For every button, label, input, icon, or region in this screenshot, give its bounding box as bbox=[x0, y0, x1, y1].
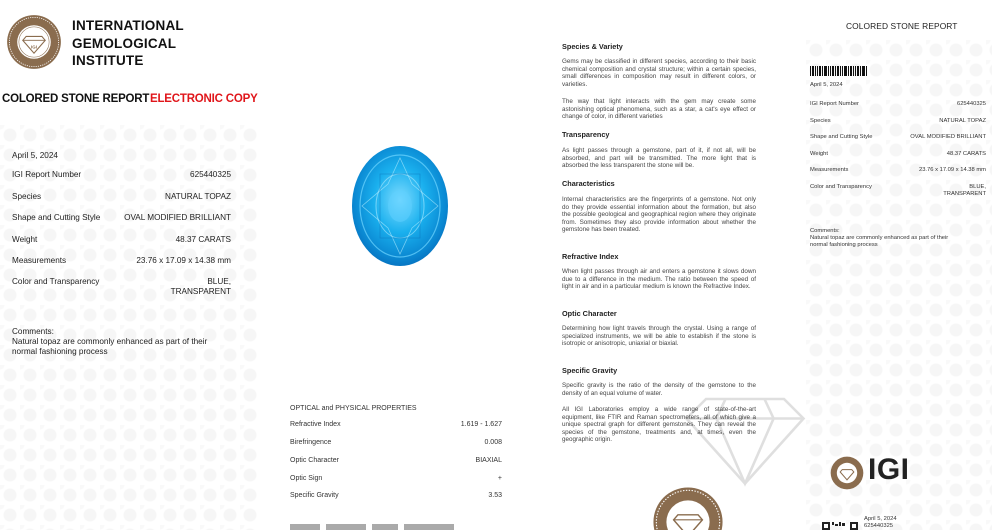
field-label: Measurements bbox=[12, 256, 67, 265]
card-value-2: TRANSPARENT bbox=[943, 191, 986, 197]
field-label: Shape and Cutting Style bbox=[12, 213, 101, 222]
barcode-icon bbox=[810, 66, 868, 76]
comments-line-1: Natural topaz are commonly enhanced as part of their bbox=[12, 337, 208, 346]
electronic-copy-label: ELECTRONIC COPY bbox=[150, 93, 258, 105]
field-label: Weight bbox=[12, 235, 38, 244]
characteristics-paragraph: Internal characteristics are the fingerprints of a gemstone. Not only do they provide essential information about the formation, but also the possible geological and geographical region where they originate from. Sometimes they also provide information about whether the gemstone has been treated. bbox=[562, 196, 756, 234]
seal-logo-word: IGI bbox=[31, 44, 37, 50]
specific-gravity-paragraph-2: All IGI Laboratories employ a wide range of state-of-the-art equipment, like FTIR and Raman spectrometers, all of which give a unique spectral graph for different gemstones. They can reveal the species of the gemstone, treatments and, at times, even the geographic origin. bbox=[562, 406, 756, 444]
optic-character-paragraph: Determining how light travels through the crystal. Using a range of specialized instruments, we will be able to establish if the stone is isotropic or anisotropic, uniaxial or biaxial. bbox=[562, 325, 756, 348]
card-bottom-number: 625440325 bbox=[864, 523, 894, 529]
transparency-paragraph: As light passes through a gemstone, part of it, if not all, will be absorbed, and part will be transmitted. The more light that is absorbed the less transparent the stone will be. bbox=[562, 147, 756, 170]
card-label: Color and Transparency bbox=[810, 184, 872, 190]
optical-label: Birefringence bbox=[290, 439, 332, 446]
igi-logo-word: IGI bbox=[868, 453, 910, 486]
transparency-title: Transparency bbox=[562, 130, 610, 139]
institute-line-1: INTERNATIONAL bbox=[72, 18, 184, 33]
card-date: April 5, 2024 bbox=[810, 82, 843, 88]
field-value: 48.37 CARATS bbox=[175, 235, 231, 244]
species-title: Species & Variety bbox=[562, 42, 623, 51]
igi-seal-bottom-icon bbox=[652, 486, 724, 530]
card-value: 625440325 bbox=[956, 101, 986, 107]
card-value: BLUE, bbox=[969, 184, 986, 190]
optical-label: Refractive Index bbox=[290, 421, 341, 428]
optical-label: Optic Character bbox=[290, 457, 340, 464]
report-title: COLORED STONE REPORT bbox=[2, 93, 150, 105]
card-value: OVAL MODIFIED BRILLIANT bbox=[910, 134, 986, 140]
optical-value: BIAXIAL bbox=[475, 457, 502, 464]
qr-code-icon bbox=[822, 522, 858, 530]
optical-value: 0.008 bbox=[484, 439, 502, 446]
field-value-2: TRANSPARENT bbox=[170, 287, 231, 296]
card-label: IGI Report Number bbox=[810, 101, 859, 107]
field-value: NATURAL TOPAZ bbox=[165, 192, 231, 201]
card-value: NATURAL TOPAZ bbox=[939, 118, 986, 124]
comments-label: Comments: bbox=[12, 327, 54, 336]
field-value: OVAL MODIFIED BRILLIANT bbox=[124, 213, 231, 222]
field-label: IGI Report Number bbox=[12, 170, 82, 179]
card-comments bbox=[810, 228, 980, 249]
field-value: 625440325 bbox=[190, 170, 231, 179]
igi-seal-icon bbox=[6, 14, 62, 70]
optical-value: 1.619 - 1.627 bbox=[460, 421, 502, 428]
card-label: Measurements bbox=[810, 167, 849, 173]
comments-line-2: normal fashioning process bbox=[12, 347, 108, 356]
species-paragraph-2: The way that light interacts with the gem may create some astonishing optical phenomena, such as a star, a cat's eye effect or change of color, in different varieties bbox=[562, 98, 756, 121]
optical-value: 3.53 bbox=[488, 492, 502, 499]
institute-line-3: INSTITUTE bbox=[72, 53, 144, 68]
optical-label: Specific Gravity bbox=[290, 492, 339, 499]
card-label: Weight bbox=[810, 151, 828, 157]
specific-gravity-title: Specific Gravity bbox=[562, 366, 618, 375]
field-value: BLUE, bbox=[207, 277, 231, 286]
field-value: 23.76 x 17.09 x 14.38 mm bbox=[136, 256, 231, 265]
card-bottom-date: April 5, 2024 bbox=[864, 516, 897, 522]
species-paragraph-1: Gems may be classified in different species, according to their basic chemical composition and crystal structure; within a certain species, small differences in composition may result in different colors, or varieties. bbox=[562, 58, 756, 88]
igi-seal-small-icon bbox=[830, 456, 864, 490]
card-label: Shape and Cutting Style bbox=[810, 134, 873, 140]
card-value: 23.76 x 17.09 x 14.38 mm bbox=[918, 167, 986, 173]
optical-label: Optic Sign bbox=[290, 475, 323, 482]
report-date: April 5, 2024 bbox=[12, 151, 58, 160]
card-title: COLORED STONE REPORT bbox=[846, 21, 958, 31]
card-comments-line-2: normal fashioning process bbox=[810, 242, 878, 248]
field-label: Color and Transparency bbox=[12, 277, 100, 286]
comments-block bbox=[12, 327, 234, 357]
card-label: Species bbox=[810, 118, 831, 124]
institute-line-2: GEMOLOGICAL bbox=[72, 36, 177, 51]
refractive-title: Refractive Index bbox=[562, 252, 619, 261]
card-comments-label: Comments: bbox=[810, 228, 840, 234]
refractive-paragraph: When light passes through air and enters a gemstone it slows down due to a difference in the medium. The ratio between the speed of light in air and in a particular medium is known the Refractive Index. bbox=[562, 268, 756, 291]
characteristics-title: Characteristics bbox=[562, 179, 615, 188]
cropped-text-fragment bbox=[290, 520, 490, 530]
optical-heading: OPTICAL and PHYSICAL PROPERTIES bbox=[290, 405, 417, 412]
card-comments-line-1: Natural topaz are commonly enhanced as part of their bbox=[810, 235, 949, 241]
optic-character-title: Optic Character bbox=[562, 309, 617, 318]
field-label: Species bbox=[12, 192, 42, 201]
card-value: 48.37 CARATS bbox=[946, 151, 986, 157]
optical-value: + bbox=[497, 475, 502, 482]
specific-gravity-paragraph-1: Specific gravity is the ratio of the density of the gemstone to the density of an equal volume of water. bbox=[562, 382, 756, 397]
gem-photo bbox=[350, 144, 450, 268]
